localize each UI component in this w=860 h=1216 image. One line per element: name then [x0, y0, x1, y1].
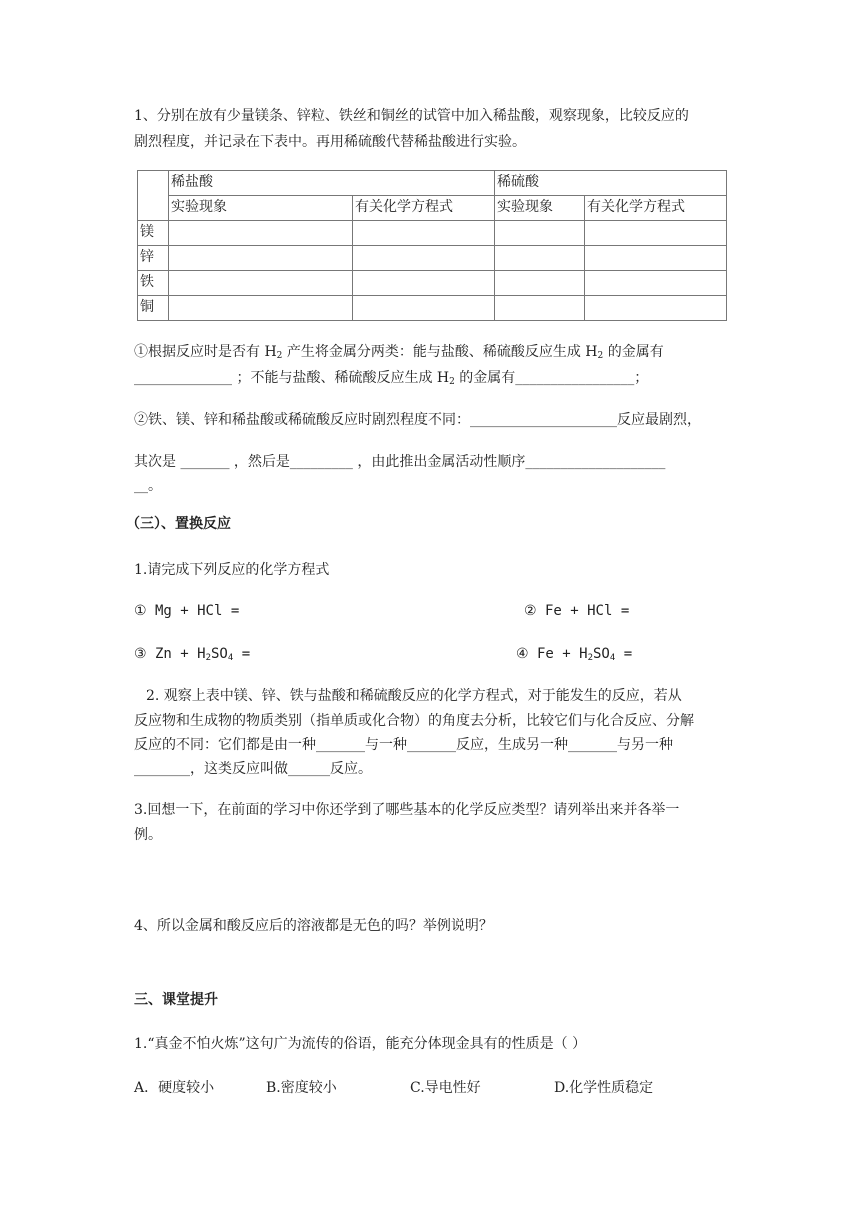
- equation-2: ② Fe + HCl =: [524, 603, 630, 619]
- section3-question-2-line-3: 反应的不同：它们都是由一种_______与一种_______反应，生成另一种_______与另一种: [134, 737, 673, 753]
- blank-cell[interactable]: [353, 221, 495, 246]
- equation-1: ① Mg + HCl =: [134, 603, 240, 619]
- experiment-table: [137, 170, 727, 321]
- blank-cell[interactable]: [353, 246, 495, 271]
- equation-3: ③ $Zn + H_2SO_4$ =: [134, 646, 251, 663]
- section3-question-3-line-2: 例。: [134, 827, 162, 843]
- metal-zinc: 锌: [138, 246, 169, 271]
- question-1b-line-1: ②铁、镁、锌和稀盐酸或稀硫酸反应时剧烈程度不同：_____________________反应最剧烈，: [134, 412, 701, 428]
- section3-question-1: 1.请完成下列反应的化学方程式: [134, 562, 330, 578]
- blank-cell[interactable]: [495, 296, 585, 321]
- question-1b-line-3: __。: [134, 478, 162, 494]
- section3-question-4: 4、所以金属和酸反应后的溶液都是无色的吗？举例说明？: [134, 918, 493, 934]
- blank-cell[interactable]: [169, 246, 353, 271]
- blank-cell[interactable]: [169, 271, 353, 296]
- option-d: D.化学性质稳定: [554, 1080, 654, 1096]
- practice-question-1: 1.“真金不怕火炼”这句广为流传的俗语，能充分体现金具有的性质是（ ）: [134, 1036, 587, 1052]
- question-1b-line-2: 其次是 _______ ，然后是_________ ，由此推出金属活动性顺序____________________: [134, 454, 666, 470]
- section3-question-2-line-4: ________，这类反应叫做______反应。: [134, 761, 372, 777]
- blank-cell[interactable]: [169, 296, 353, 321]
- header-sulfuric-acid: 稀硫酸: [495, 171, 727, 196]
- blank-cell[interactable]: [585, 296, 727, 321]
- table-row: [138, 246, 727, 271]
- blank-cell[interactable]: [353, 271, 495, 296]
- header-phenomenon-2: 实验现象: [495, 196, 585, 221]
- table-row: [138, 296, 727, 321]
- question-1-line-1: 1、分别在放有少量镁条、锌粒、铁丝和铜丝的试管中加入稀盐酸，观察现象，比较反应的: [134, 108, 689, 124]
- blank-cell[interactable]: [585, 271, 727, 296]
- blank-cell[interactable]: [353, 296, 495, 321]
- section-heading-practice: 三、课堂提升: [134, 992, 218, 1008]
- blank-cell[interactable]: [495, 221, 585, 246]
- blank-cell[interactable]: [585, 221, 727, 246]
- section3-question-2-line-2: 反应物和生成物的物质类别（指单质或化合物）的角度去分析，比较它们与化合反应、分解: [134, 713, 694, 729]
- section-heading-displacement: （三）、置换反应: [126, 516, 231, 532]
- blank-cell[interactable]: [169, 221, 353, 246]
- metal-iron: 铁: [138, 271, 169, 296]
- table-row: [138, 196, 727, 221]
- blank-cell[interactable]: [495, 271, 585, 296]
- metal-copper: 铜: [138, 296, 169, 321]
- section3-question-2-line-1: 2. 观察上表中镁、锌、铁与盐酸和稀硫酸反应的化学方程式，对于能发生的反应，若从: [146, 688, 682, 704]
- header-equation-1: 有关化学方程式: [353, 196, 495, 221]
- question-1a-line-1: ①根据反应时是否有 $H_2$ 产生将金属分两类：能与盐酸、稀硫酸反应生成 $H_2$ 的金属有: [134, 344, 664, 361]
- header-equation-2: 有关化学方程式: [585, 196, 727, 221]
- question-1a-line-2: ______________ ；不能与盐酸、稀硫酸反应生成 $H_2$ 的金属有_________________；: [134, 370, 649, 387]
- option-c: C.导电性好: [410, 1080, 481, 1096]
- table-row: [138, 171, 727, 196]
- blank-cell[interactable]: [585, 246, 727, 271]
- metal-magnesium: 镁: [138, 221, 169, 246]
- table-row: [138, 271, 727, 296]
- equation-4: ④ $Fe + H_2SO_4$ =: [516, 646, 633, 663]
- section3-question-3-line-1: 3.回想一下，在前面的学习中你还学到了哪些基本的化学反应类型？请列举出来并各举一: [134, 802, 680, 818]
- header-phenomenon-1: 实验现象: [169, 196, 353, 221]
- header-hydrochloric-acid: 稀盐酸: [169, 171, 495, 196]
- table-corner-cell: [138, 171, 169, 221]
- question-1-line-2: 剧烈程度，并记录在下表中。再用稀硫酸代替稀盐酸进行实验。: [134, 134, 526, 150]
- table-row: [138, 221, 727, 246]
- blank-cell[interactable]: [495, 246, 585, 271]
- option-b: B.密度较小: [266, 1080, 337, 1096]
- option-a: A．硬度较小: [134, 1080, 215, 1096]
